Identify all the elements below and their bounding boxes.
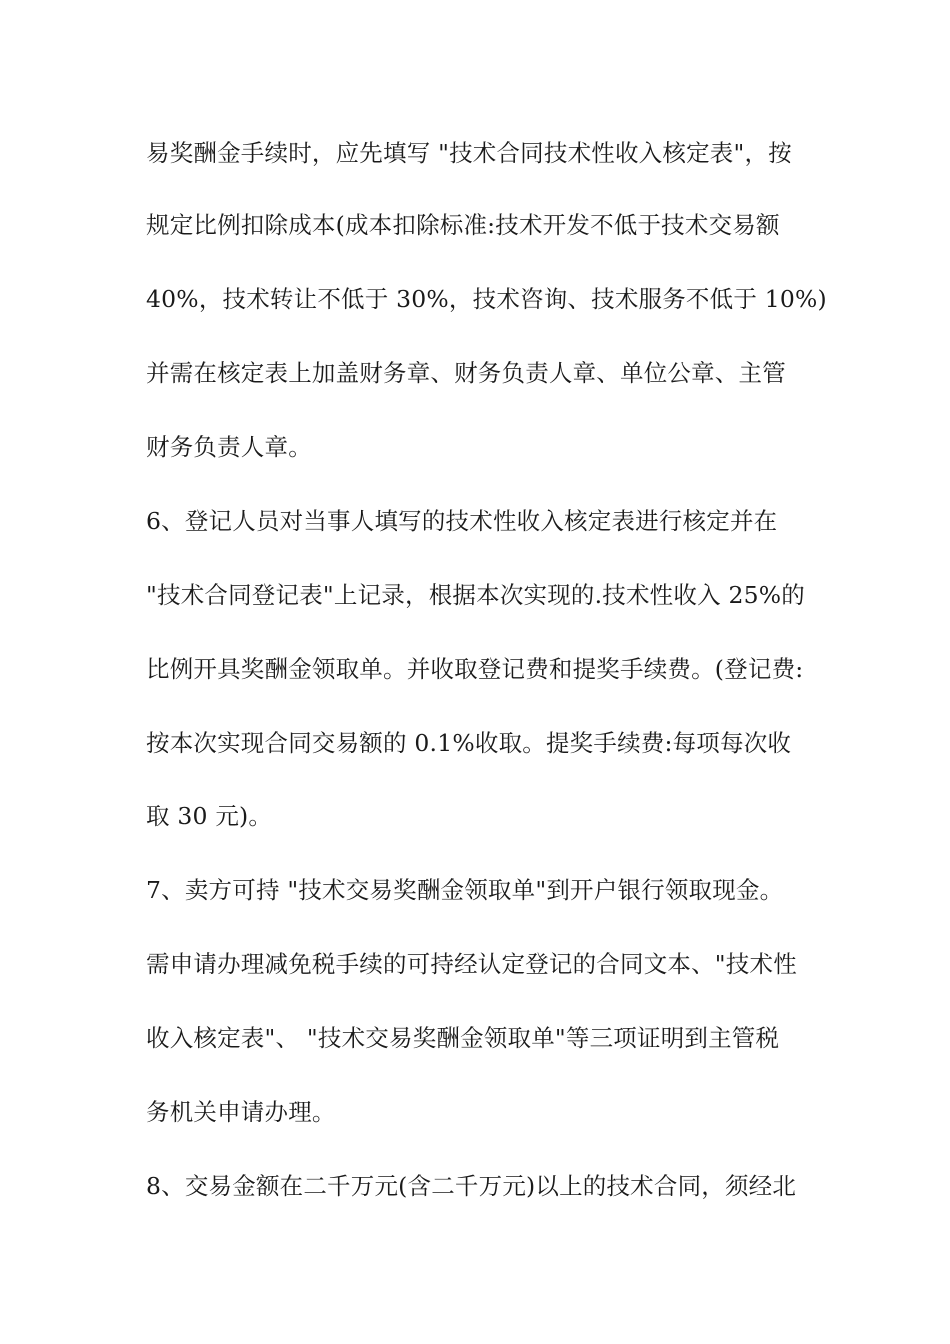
paragraph-line: 取 30 元)。 — [146, 802, 273, 830]
paragraph-line: 收入核定表"、 "技术交易奖酬金领取单"等三项证明到主管税 — [146, 1024, 780, 1052]
paragraph-line: 务机关申请办理。 — [146, 1098, 336, 1126]
paragraph-line: 6、登记人员对当事人填写的技术性收入核定表进行核定并在 — [146, 507, 778, 535]
paragraph-line: 易奖酬金手续时，应先填写 "技术合同技术性收入核定表"，按 — [146, 139, 792, 167]
paragraph-line: 并需在核定表上加盖财务章、财务负责人章、单位公章、主管 — [146, 359, 786, 387]
paragraph-line: 7、卖方可持 "技术交易奖酬金领取单"到开户银行领取现金。 — [146, 876, 784, 904]
paragraph-line: 需申请办理减免税手续的可持经认定登记的合同文本、"技术性 — [146, 950, 797, 978]
paragraph-line: 财务负责人章。 — [146, 433, 312, 461]
paragraph-line: 8、交易金额在二千万元(含二千万元)以上的技术合同，须经北 — [146, 1172, 797, 1200]
paragraph-line: "技术合同登记表"上记录，根据本次实现的.技术性收入 25%的 — [146, 581, 805, 609]
paragraph-line: 按本次实现合同交易额的 0.1%收取。提奖手续费:每项每次收 — [146, 729, 792, 757]
paragraph-line: 40%，技术转让不低于 30%，技术咨询、技术服务不低于 10%) — [146, 285, 827, 313]
paragraph-line: 规定比例扣除成本(成本扣除标准:技术开发不低于技术交易额 — [146, 211, 780, 239]
paragraph-line: 比例开具奖酬金领取单。并收取登记费和提奖手续费。(登记费: — [146, 655, 804, 683]
